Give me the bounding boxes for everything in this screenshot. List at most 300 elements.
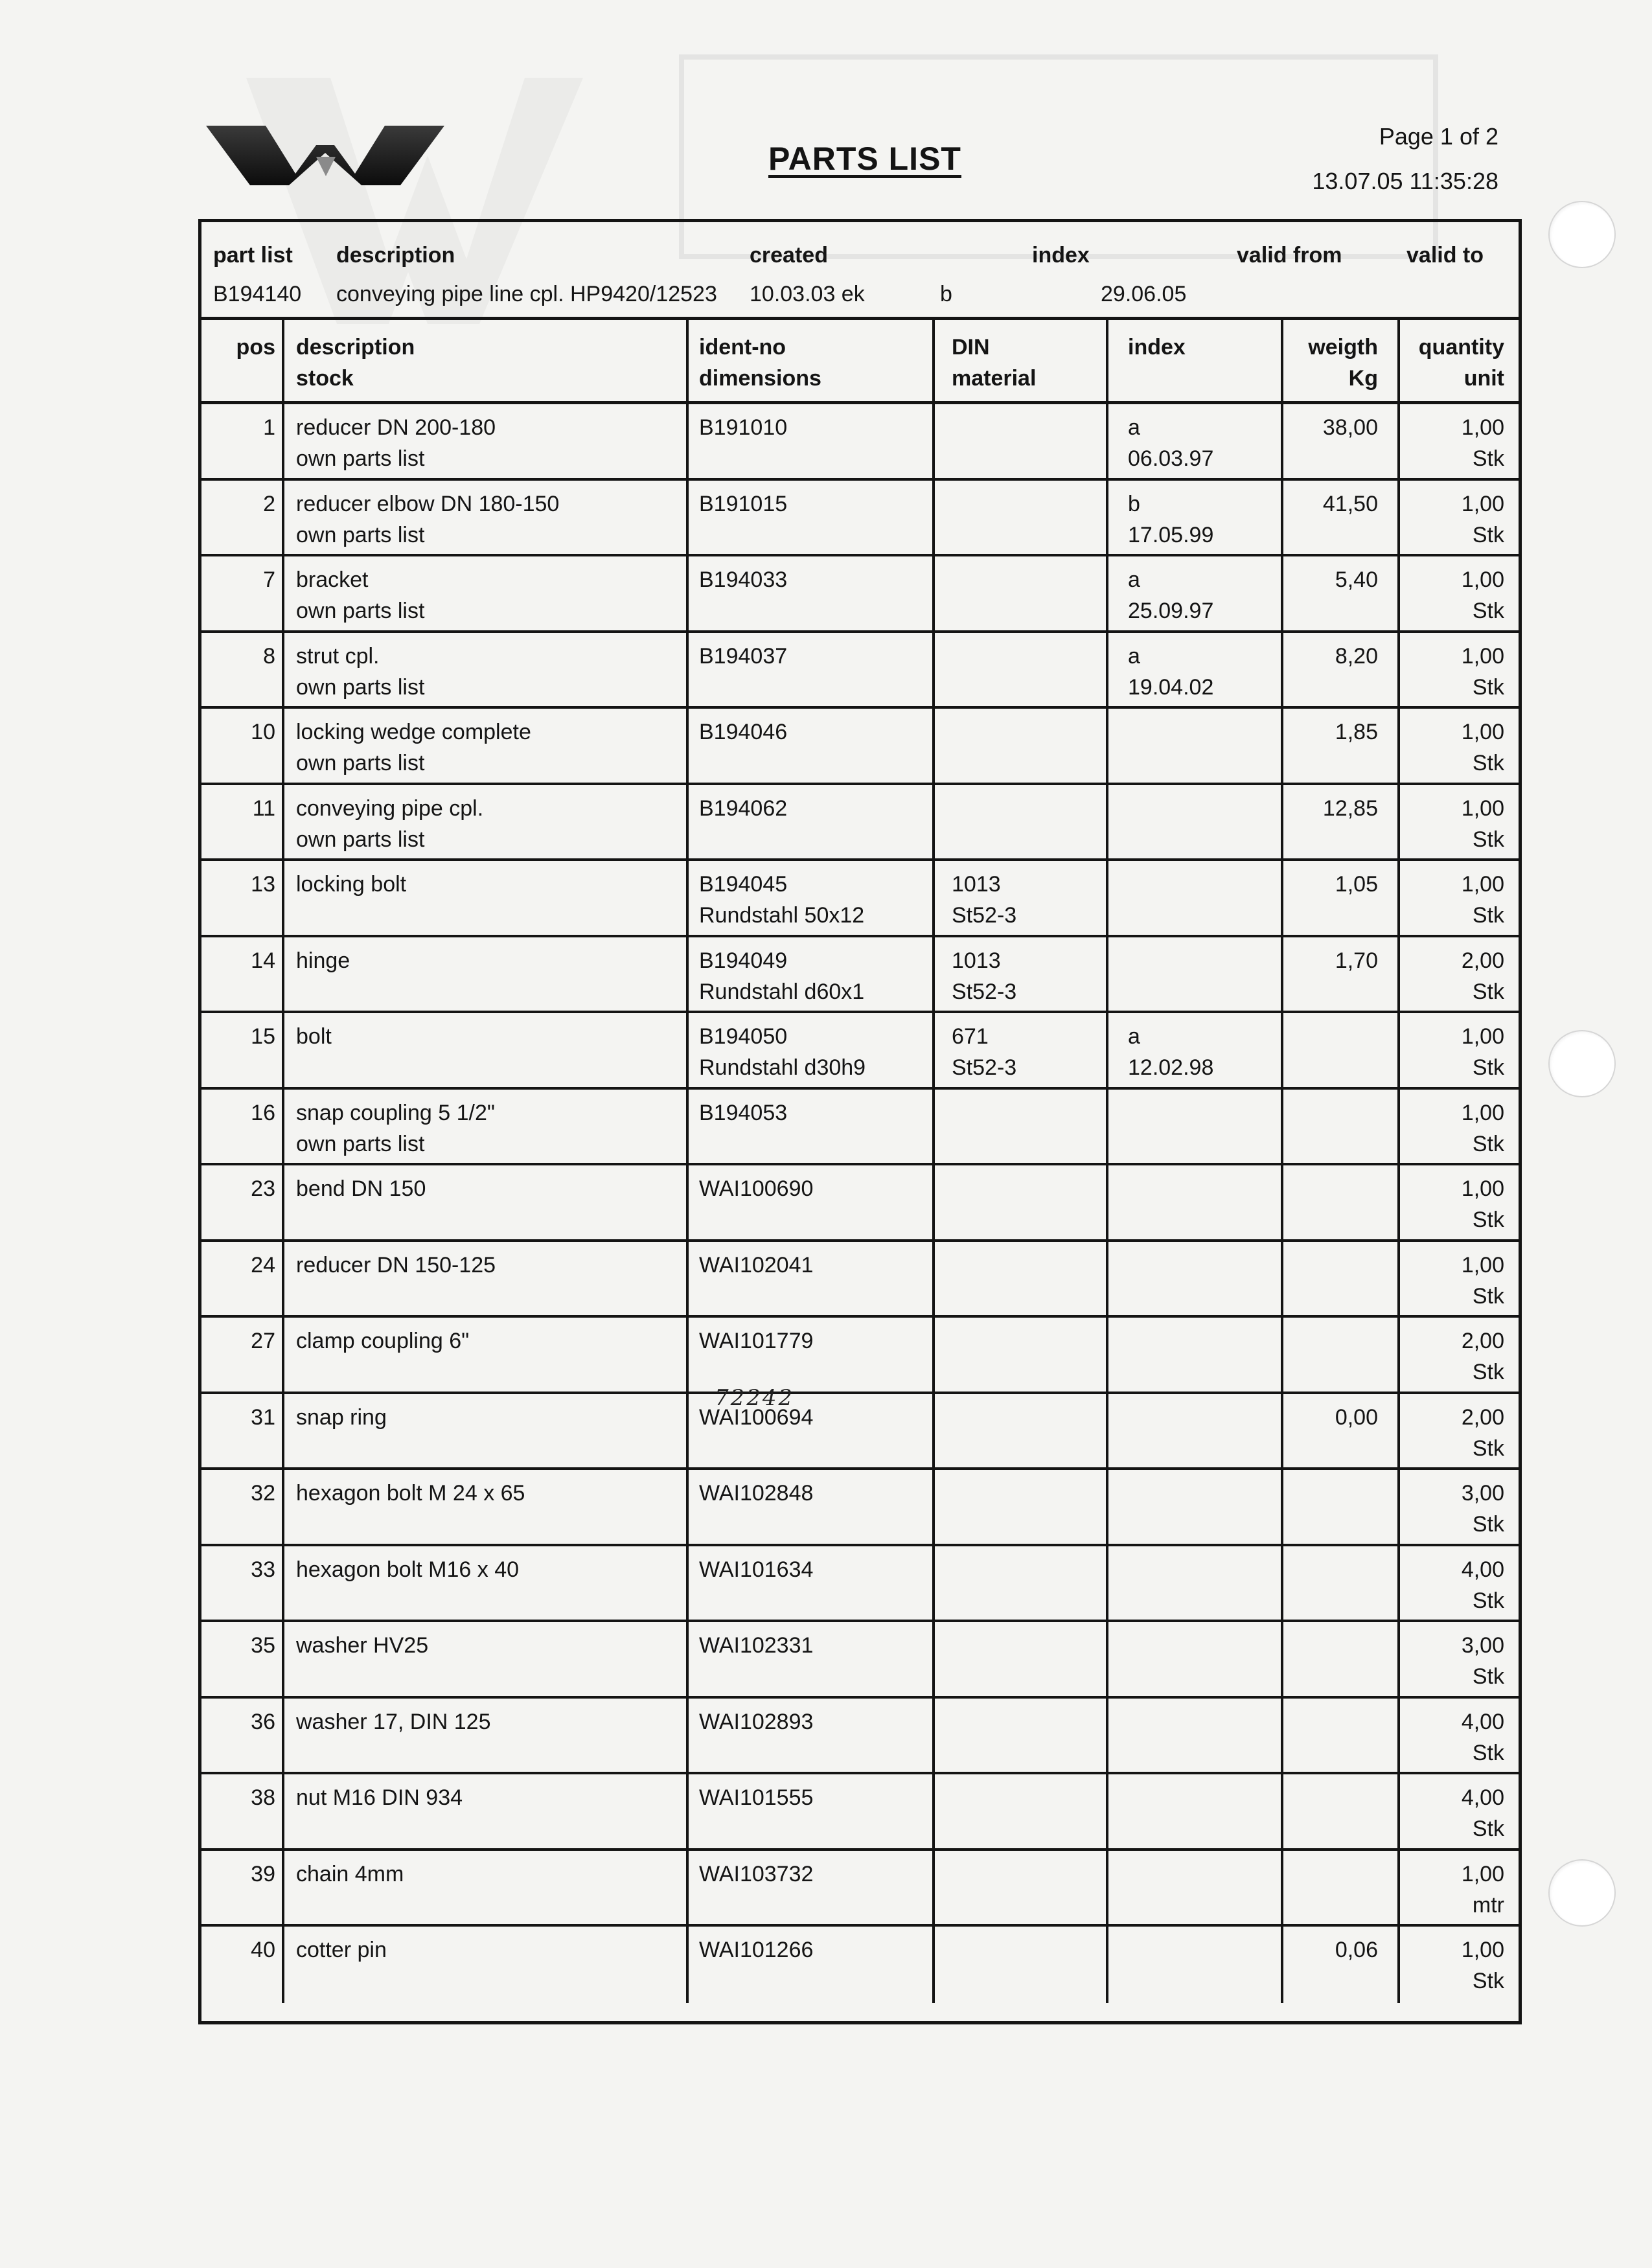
cell-weight-weight: 41,50 [1322,491,1378,516]
cell-ident-no-dim [699,1737,932,1769]
cell-quantity [1397,1851,1519,1925]
cell-ident-no-dim [699,824,932,855]
cell-weight-weight [1283,1478,1378,1509]
cell-ident-no-dim: Rundstahl 50x12 [699,903,865,928]
table-row [201,1318,1519,1411]
cell-weight-weight: 0,00 [1335,1404,1378,1430]
cell-index-index [1128,1250,1281,1281]
cell-quantity-qty: 1,00 [1461,491,1504,516]
table-row [201,404,1519,481]
col-pos: pos [236,335,275,360]
cell-quantity [1397,709,1519,783]
cell-weight [1281,1242,1397,1316]
cell-ident-no-dim [699,520,932,551]
table-row [201,709,1519,785]
cell-description [282,556,686,630]
cell-din-material [952,672,1106,703]
cell-weight-weight [1283,1021,1378,1052]
cell-ident-no-dim [699,1357,932,1388]
cell-quantity-unit: Stk [1472,1664,1504,1689]
cell-din [932,1242,1106,1316]
cell-index-index [1128,1173,1281,1204]
cell-description [282,1242,686,1316]
cell-weight [1281,1622,1397,1696]
cell-pos-pos: 39 [251,1861,275,1886]
cell-quantity-unit: Stk [1472,1131,1504,1156]
cell-description-stock [296,1509,686,1540]
value-valid-from: 29.06.05 [1101,282,1187,306]
table-row [201,1394,1519,1471]
cell-weight-weight [1283,1097,1378,1128]
cell-quantity-qty: 1,00 [1461,872,1504,897]
cell-pos [201,1090,282,1163]
label-valid-to: valid to [1406,243,1484,268]
cell-din-material [952,1585,1106,1616]
cell-weight-weight [1283,1554,1378,1585]
cell-index-index [1128,1478,1281,1509]
cell-description-desc: chain 4mm [296,1861,404,1886]
cell-quantity-unit: Stk [1472,599,1504,623]
cell-ident-no-dim [699,1965,932,1997]
cell-din [932,937,1106,1011]
cell-description-stock [296,1052,686,1083]
cell-index-index-date [1128,976,1281,1007]
cell-quantity-qty: 1,00 [1461,1176,1504,1201]
cell-ident-no-ident: WAI101266 [699,1938,814,1962]
cell-pos [201,1394,282,1468]
cell-pos-pos: 16 [251,1100,275,1125]
cell-index-index: a [1128,1024,1140,1049]
cell-quantity [1397,1090,1519,1163]
cell-din-din [952,564,1106,595]
cell-index [1106,861,1281,935]
cell-quantity [1397,1546,1519,1620]
cell-description-desc: washer HV25 [296,1633,429,1658]
col-index: index [1106,320,1281,401]
cell-weight [1281,1394,1397,1468]
cell-description [282,709,686,783]
cell-pos-pos: 33 [251,1557,275,1582]
cell-din-material [952,595,1106,626]
cell-description-stock [296,1890,686,1921]
cell-description-desc: nut M16 DIN 934 [296,1785,463,1810]
cell-ident-no-ident: B194062 [699,796,788,821]
cell-weight-weight: 38,00 [1322,415,1378,440]
cell-description-desc: bracket [296,567,369,592]
cell-pos-pos: 14 [251,948,275,973]
cell-ident-no [686,1699,932,1772]
cell-description-stock [296,900,686,931]
cell-ident-no [686,1013,932,1087]
cell-din-din [952,1630,1106,1661]
cell-weight-weight [1283,1250,1378,1281]
table-row [201,1470,1519,1546]
cell-pos-pos: 8 [263,643,275,669]
cell-index [1106,404,1281,478]
cell-index [1106,709,1281,783]
cell-description [282,937,686,1011]
table-row [201,1090,1519,1166]
cell-quantity-qty: 1,00 [1461,567,1504,592]
cell-ident-no-ident: WAI102848 [699,1481,814,1506]
cell-pos [201,633,282,707]
cell-weight-weight: 12,85 [1322,796,1378,821]
cell-weight [1281,1546,1397,1620]
cell-ident-no-ident: B194046 [699,720,788,744]
cell-din-din [952,1325,1106,1357]
cell-description [282,1013,686,1087]
cell-ident-no [686,1851,932,1925]
cell-description-stock [296,1204,686,1235]
label-valid-from: valid from [1237,243,1342,268]
cell-weight [1281,709,1397,783]
cell-ident-no [686,1470,932,1544]
cell-description [282,1927,686,2003]
cell-description-desc: hexagon bolt M 24 x 65 [296,1481,525,1506]
table-row [201,785,1519,862]
cell-index-index-date [1128,900,1281,931]
cell-weight [1281,1470,1397,1544]
label-description: description [336,243,455,268]
cell-din [932,1013,1106,1087]
cell-ident-no-dim [699,1890,932,1921]
cell-description-desc: strut cpl. [296,643,380,669]
cell-pos-pos: 24 [251,1252,275,1277]
cell-pos-pos: 27 [251,1329,275,1353]
cell-pos [201,1242,282,1316]
cell-din-material [952,1737,1106,1769]
cell-ident-no-ident: B191015 [699,491,788,516]
page-number: Page 1 of 2 [1379,123,1498,150]
cell-quantity-qty: 2,00 [1461,1404,1504,1430]
cell-weight [1281,1927,1397,2003]
cell-quantity-unit: Stk [1472,446,1504,471]
cell-index-index-date: 25.09.97 [1128,599,1214,623]
cell-description-desc: reducer elbow DN 180-150 [296,491,560,516]
cell-index-index: a [1128,643,1140,669]
cell-description-stock: own parts list [296,599,425,623]
table-row [201,1774,1519,1851]
cell-quantity-unit: Stk [1472,903,1504,928]
cell-description [282,1394,686,1468]
cell-quantity-qty: 1,00 [1461,1938,1504,1962]
cell-quantity-qty: 4,00 [1461,1557,1504,1582]
cell-index-index: a [1128,415,1140,440]
cell-quantity-qty: 3,00 [1461,1481,1504,1506]
cell-din [932,481,1106,555]
cell-index [1106,1546,1281,1620]
value-part-list: B194140 [213,282,302,306]
cell-din [932,556,1106,630]
cell-pos [201,709,282,783]
table-row [201,556,1519,633]
cell-din [932,1546,1106,1620]
cell-ident-no [686,709,932,783]
cell-ident-no-ident: WAI102331 [699,1633,814,1658]
cell-quantity [1397,1927,1519,2003]
cell-index-index [1128,1630,1281,1661]
cell-pos [201,1699,282,1772]
cell-din-material [952,748,1106,779]
cell-index-index-date: 06.03.97 [1128,446,1214,471]
cell-quantity-qty: 2,00 [1461,948,1504,973]
cell-description [282,861,686,935]
cell-quantity-qty: 1,00 [1461,1252,1504,1277]
cell-quantity-qty: 2,00 [1461,1329,1504,1353]
cell-ident-no [686,785,932,859]
cell-quantity-qty: 1,00 [1461,1861,1504,1886]
cell-pos-pos: 38 [251,1785,275,1810]
punch-hole [1548,201,1616,268]
cell-din-din: 1013 [952,948,1001,973]
cell-din-material [952,1890,1106,1921]
cell-weight-weight [1283,1325,1378,1357]
cell-din-material [952,1509,1106,1540]
cell-quantity-qty: 4,00 [1461,1785,1504,1810]
cell-ident-no-ident: WAI101634 [699,1557,814,1582]
label-part-list: part list [213,243,293,268]
cell-ident-no [686,1318,932,1411]
cell-description-desc: reducer DN 200-180 [296,415,496,440]
cell-index-index-date [1128,748,1281,779]
cell-index [1106,1622,1281,1696]
cell-din [932,404,1106,478]
cell-din-material [952,1965,1106,1997]
table-row [201,1242,1519,1318]
cell-description [282,1774,686,1848]
cell-quantity [1397,481,1519,555]
cell-weight-weight [1283,1630,1378,1661]
cell-quantity [1397,1774,1519,1848]
cell-index-index-date: 12.02.98 [1128,1055,1214,1080]
cell-quantity [1397,785,1519,859]
cell-description-stock [296,1737,686,1769]
cell-pos [201,937,282,1011]
cell-weight [1281,404,1397,478]
cell-weight [1281,861,1397,935]
cell-quantity-unit: Stk [1472,674,1504,700]
cell-pos-pos: 15 [251,1024,275,1049]
cell-ident-no-dim [699,748,932,779]
cell-quantity [1397,1242,1519,1316]
parts-table [198,219,1522,2024]
value-description: conveying pipe line cpl. HP9420/12523 [336,282,717,306]
cell-din-din [952,793,1106,824]
cell-pos-pos: 32 [251,1481,275,1506]
cell-description [282,1622,686,1696]
cell-description-stock: own parts list [296,1131,425,1156]
cell-din [932,785,1106,859]
cell-pos-pos: 23 [251,1176,275,1201]
table-row [201,1699,1519,1775]
cell-description-desc: snap coupling 5 1/2" [296,1100,495,1125]
cell-index-index [1128,1706,1281,1737]
cell-index-index [1128,1554,1281,1585]
cell-din-material [952,1281,1106,1312]
cell-pos [201,1851,282,1925]
cell-pos-pos: 35 [251,1633,275,1658]
handwritten-note: 72242 [715,1385,795,1411]
cell-pos [201,1165,282,1239]
cell-quantity [1397,1622,1519,1696]
cell-pos [201,1546,282,1620]
cell-pos-pos: 2 [263,491,275,516]
cell-index-index-date [1128,1281,1281,1312]
cell-din-din [952,716,1106,748]
cell-ident-no [686,556,932,630]
cell-description-stock: own parts list [296,446,425,471]
cell-description [282,481,686,555]
cell-din [932,1622,1106,1696]
table-row [201,481,1519,557]
cell-quantity [1397,1318,1519,1392]
cell-description-stock [296,1357,686,1388]
cell-description-stock [296,1813,686,1844]
label-created: created [750,243,828,268]
cell-index [1106,1242,1281,1316]
cell-description [282,1546,686,1620]
table-row [201,937,1519,1014]
cell-description-stock: own parts list [296,751,425,775]
cell-weight-weight [1283,1706,1378,1737]
cell-description [282,1090,686,1163]
col-quantity: quantity unit [1397,320,1519,401]
cell-description-desc: conveying pipe cpl. [296,796,484,821]
cell-ident-no-ident: WAI102041 [699,1252,814,1277]
cell-index [1106,1090,1281,1163]
cell-ident-no-ident: WAI101779 [699,1329,814,1353]
cell-weight [1281,1851,1397,1925]
cell-din-material [952,1204,1106,1235]
company-logo [206,114,444,190]
col-weight: weigth Kg [1281,320,1397,401]
cell-index-index [1128,1782,1281,1813]
cell-index [1106,633,1281,707]
cell-quantity-unit: Stk [1472,1436,1504,1461]
cell-weight-weight: 0,06 [1335,1938,1378,1962]
label-index: index [1032,243,1090,268]
cell-weight-weight: 1,70 [1335,948,1378,973]
cell-quantity-qty: 1,00 [1461,415,1504,440]
cell-ident-no-ident: B194037 [699,643,788,669]
cell-pos [201,785,282,859]
cell-description [282,1851,686,1925]
cell-ident-no-dim [699,672,932,703]
cell-din-material: St52-3 [952,1055,1017,1080]
cell-din [932,709,1106,783]
cell-quantity-unit: Stk [1472,1740,1504,1765]
table-row [201,1013,1519,1090]
cell-din-din [952,1478,1106,1509]
cell-index-index-date [1128,1433,1281,1464]
cell-quantity [1397,861,1519,935]
cell-quantity-unit: Stk [1472,827,1504,852]
cell-ident-no-dim [699,595,932,626]
cell-din-material [952,1433,1106,1464]
cell-pos-pos: 11 [252,796,275,821]
cell-din [932,1165,1106,1239]
cell-ident-no [686,861,932,935]
cell-weight [1281,1318,1397,1392]
cell-quantity-unit: Stk [1472,1512,1504,1537]
cell-quantity [1397,404,1519,478]
cell-ident-no-ident: B194033 [699,567,788,592]
cell-description-desc: hexagon bolt M16 x 40 [296,1557,520,1582]
col-din: DIN material [932,320,1106,401]
cell-ident-no-dim: Rundstahl d60x1 [699,979,865,1004]
table-row [201,1546,1519,1623]
cell-din-din [952,1250,1106,1281]
punch-hole [1548,1030,1616,1097]
col-ident-no: ident-no dimensions [686,320,932,401]
cell-quantity-qty: 1,00 [1461,643,1504,669]
cell-ident-no-dim [699,1204,932,1235]
cell-din-din [952,1934,1106,1965]
cell-quantity [1397,1699,1519,1772]
cell-din-din [952,1859,1106,1890]
cell-ident-no-dim: Rundstahl d30h9 [699,1055,866,1080]
cell-ident-no-ident: WAI100690 [699,1176,814,1201]
cell-pos-pos: 40 [251,1938,275,1962]
cell-ident-no [686,404,932,478]
cell-weight-weight: 8,20 [1335,643,1378,669]
cell-weight [1281,481,1397,555]
cell-index-index [1128,793,1281,824]
cell-weight [1281,937,1397,1011]
table-row [201,1165,1519,1242]
cell-din-din [952,1554,1106,1585]
cell-description-stock [296,1965,686,1997]
cell-description [282,1165,686,1239]
cell-din-material [952,1813,1106,1844]
col-description: description stock [282,320,686,401]
table-row [201,861,1519,937]
cell-ident-no-dim [699,1585,932,1616]
cell-ident-no-ident: B194045 [699,872,788,897]
cell-ident-no-dim [699,1281,932,1312]
cell-description [282,785,686,859]
cell-pos-pos: 36 [251,1709,275,1734]
cell-weight [1281,1699,1397,1772]
cell-index-index [1128,1097,1281,1128]
cell-description-desc: bolt [296,1024,332,1049]
document-title: PARTS LIST [768,141,961,177]
cell-index-index-date [1128,824,1281,855]
cell-weight [1281,556,1397,630]
cell-weight-weight [1283,1173,1378,1204]
cell-quantity [1397,633,1519,707]
cell-description-desc: reducer DN 150-125 [296,1252,496,1277]
cell-quantity-qty: 3,00 [1461,1633,1504,1658]
cell-index-index-date [1128,1204,1281,1235]
cell-din-material [952,824,1106,855]
cell-ident-no-dim [699,1128,932,1160]
value-index: b [940,282,952,306]
cell-ident-no-ident: B191010 [699,415,788,440]
cell-din-din [952,412,1106,443]
cell-index-index: a [1128,567,1140,592]
cell-ident-no-ident: WAI102893 [699,1709,814,1734]
cell-index-index-date [1128,1813,1281,1844]
cell-quantity-unit: Stk [1472,522,1504,547]
cell-pos-pos: 1 [263,415,275,440]
cell-index-index [1128,1402,1281,1433]
cell-quantity-unit: Stk [1472,1283,1504,1309]
cell-description-stock [296,976,686,1007]
cell-index [1106,785,1281,859]
cell-ident-no-dim [699,443,932,474]
cell-ident-no [686,1622,932,1696]
